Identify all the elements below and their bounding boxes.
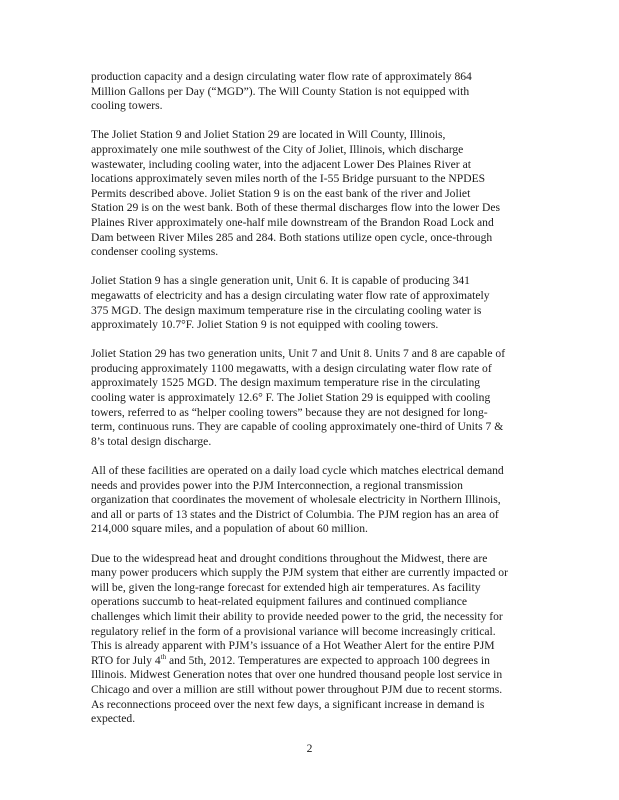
text-line — [91, 654, 531, 669]
text-line: 375 MGD. The design maximum temperature rise in the circulating cooling water is — [91, 303, 482, 317]
text-line: All of these facilities are operated on a daily load cycle which matches electrical demand — [91, 464, 504, 478]
paragraph — [91, 552, 531, 727]
text-line: Station 29 is on the west bank. Both of these thermal discharges flow into the lower Des — [91, 201, 501, 215]
document-body — [91, 70, 531, 741]
text-line: towers, referred to as “helper cooling towers” because they are not designed for long- — [91, 405, 488, 419]
paragraph — [91, 128, 531, 259]
text-line: The Joliet Station 9 and Joliet Station 29 are located in Will County, Illinois, — [91, 128, 446, 142]
text-line: organization that coordinates the movement of wholesale electricity in Northern Illinois, — [91, 493, 501, 507]
text-line: needs and provides power into the PJM Interconnection, a regional transmission — [91, 478, 463, 492]
text-line: cooling water is approximately 12.6° F. The Joliet Station 29 is equipped with cooling — [91, 391, 491, 405]
ordinal-suffix: th — [160, 652, 167, 661]
paragraph — [91, 347, 531, 449]
text-line: cooling towers. — [91, 99, 163, 113]
text-line: 214,000 square miles, and a population of about 60 million. — [91, 522, 368, 536]
text-line: wastewater, including cooling water, into the adjacent Lower Des Plaines River at — [91, 157, 471, 171]
text-line: Permits described above. Joliet Station 9 is on the east bank of the river and Joliet — [91, 186, 471, 200]
text-line: Chicago and over a million are still without power throughout PJM due to recent storms. — [91, 682, 503, 696]
text-line: approximately 10.7°F. Joliet Station 9 is not equipped with cooling towers. — [91, 318, 439, 332]
text-line: and all or parts of 13 states and the District of Columbia. The PJM region has an area of — [91, 507, 499, 521]
text-line: locations approximately seven miles north of the I-55 Bridge pursuant to the NPDES — [91, 172, 486, 186]
text-line: producing approximately 1100 megawatts, with a design circulating water flow rate of — [91, 361, 492, 375]
paragraph — [91, 70, 531, 114]
text-line: operations succumb to heat-related equipment failures and continued compliance — [91, 595, 468, 609]
paragraph — [91, 274, 531, 332]
text-line: Joliet Station 29 has two generation units, Unit 7 and Unit 8. Units 7 and 8 are capable of — [91, 347, 506, 361]
text-line: 8’s total design discharge. — [91, 434, 212, 448]
text-line: Illinois. Midwest Generation notes that over one hundred thousand people lost service in — [91, 668, 503, 682]
text-line: expected. — [91, 712, 136, 726]
text-line: approximately 1525 MGD. The design maximum temperature rise in the circulating — [91, 376, 481, 390]
text-run: RTO for July 4 — [91, 653, 161, 667]
text-line: production capacity and a design circulating water flow rate of approximately 864 — [91, 70, 472, 83]
text-run: and 5th, 2012. Temperatures are expected to approach 100 degrees in — [166, 653, 490, 667]
text-line: term, continuous runs. They are capable of cooling approximately one-third of Units 7 & — [91, 420, 504, 434]
page-number: 2 — [306, 742, 313, 755]
text-line: This is already apparent with PJM’s issuance of a Hot Weather Alert for the entire PJM — [91, 639, 495, 653]
text-line: regulatory relief in the form of a provisional variance will become increasingly critical. — [91, 624, 496, 638]
text-line: Plaines River approximately one-half mile downstream of the Brandon Road Lock and — [91, 215, 494, 229]
paragraph — [91, 464, 531, 537]
text-line: will be, given the long-range forecast for extended high air temperatures. As facility — [91, 580, 481, 594]
text-line: approximately one mile southwest of the City of Joliet, Illinois, which discharge — [91, 142, 464, 156]
text-line: As reconnections proceed over the next few days, a significant increase in demand is — [91, 697, 485, 711]
text-line: megawatts of electricity and has a design circulating water flow rate of approximately — [91, 288, 490, 302]
text-line: condenser cooling systems. — [91, 245, 219, 259]
text-line: many power producers which supply the PJM system that either are currently impacted or — [91, 566, 508, 580]
text-line: Dam between River Miles 285 and 284. Both stations utilize open cycle, once-through — [91, 230, 493, 244]
text-line: challenges which limit their ability to provide needed power to the grid, the necessity for — [91, 609, 503, 623]
text-line: Due to the widespread heat and drought conditions throughout the Midwest, there are — [91, 551, 488, 565]
text-line: Joliet Station 9 has a single generation unit, Unit 6. It is capable of producing 341 — [91, 274, 470, 288]
text-line: Million Gallons per Day (“MGD”). The Will County Station is not equipped with — [91, 84, 470, 98]
